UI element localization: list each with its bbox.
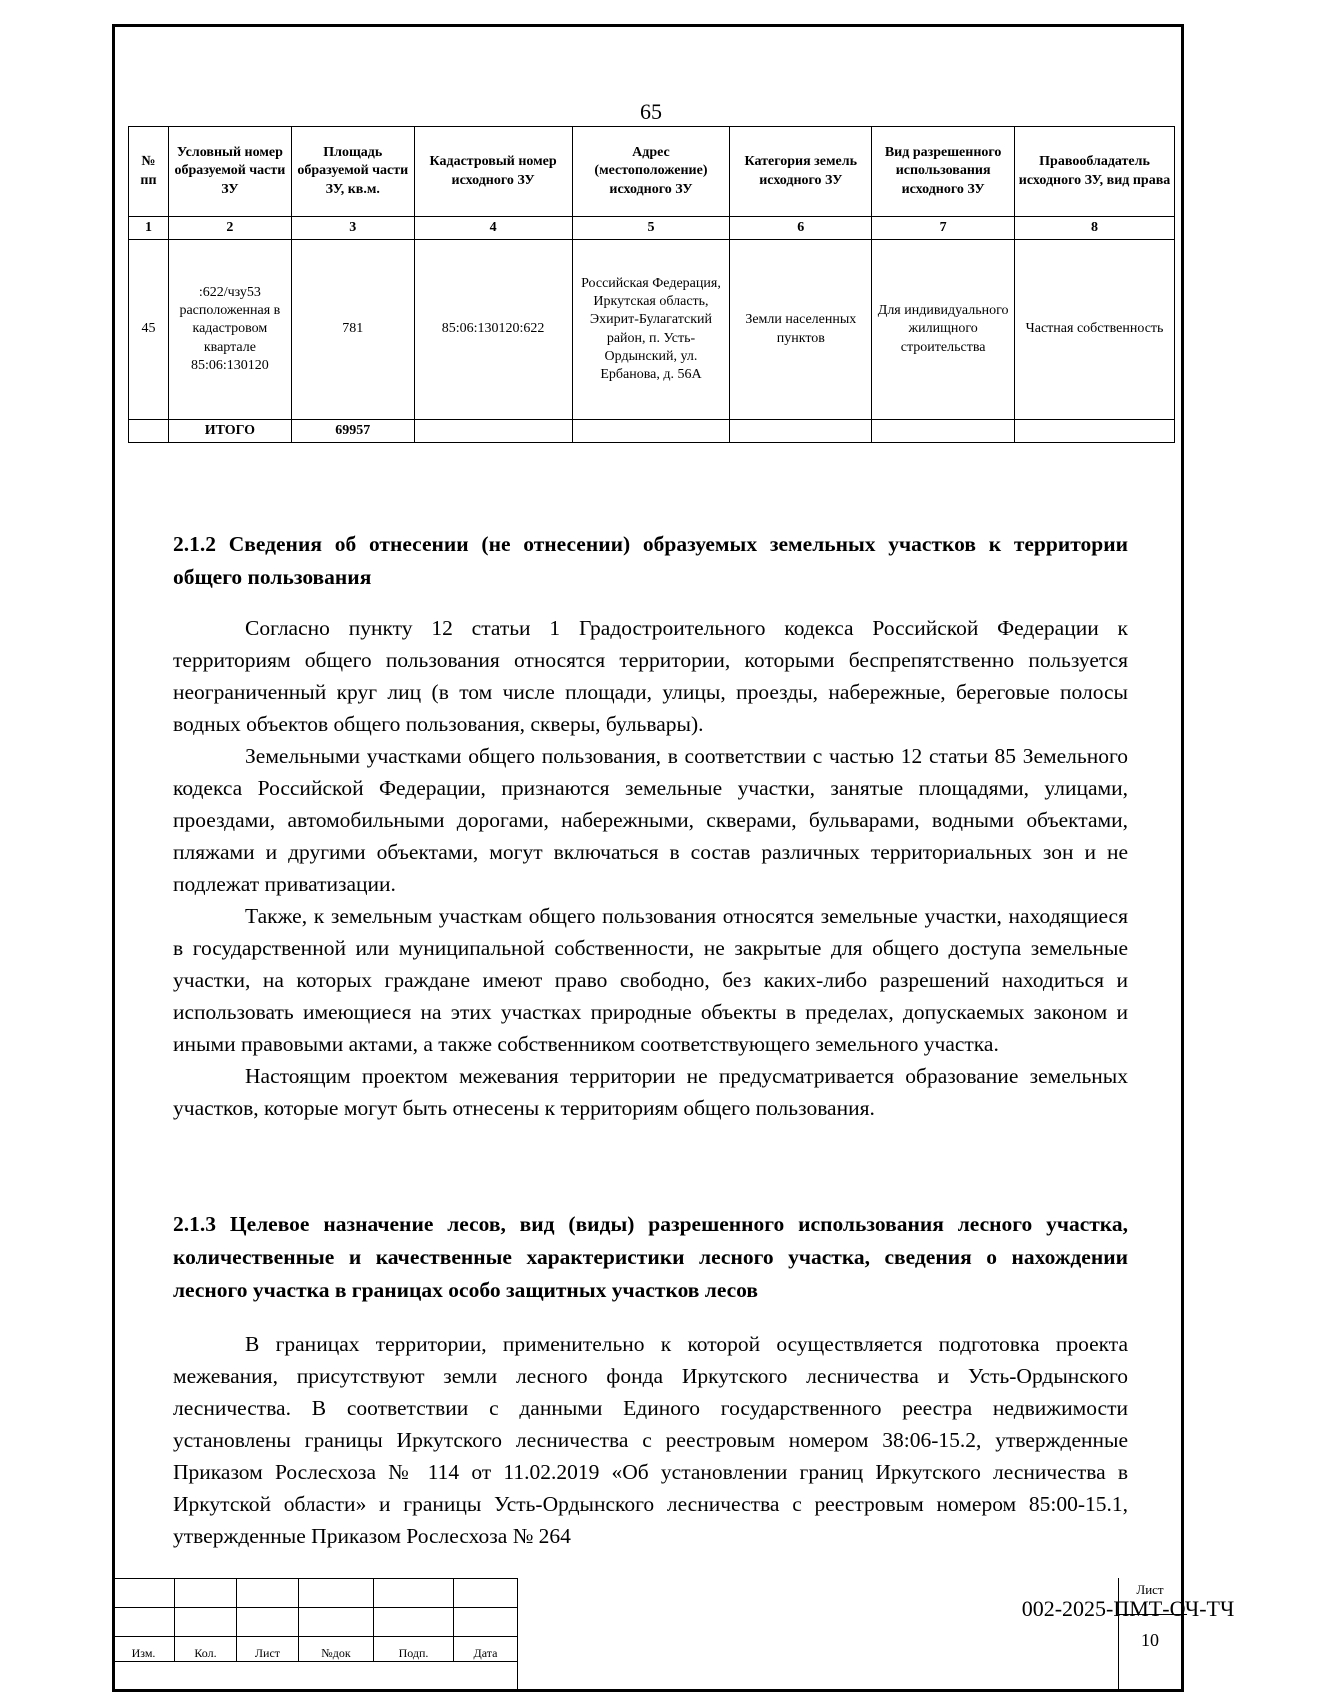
total-empty-cell <box>730 420 872 443</box>
stamp-label: Изм. <box>113 1637 175 1662</box>
permitted-use-cell: Для индивидуального жилищного строительства <box>872 240 1015 420</box>
header-cell: Правообладатель исходного ЗУ, вид права <box>1015 127 1175 217</box>
total-label: ИТОГО <box>168 420 291 443</box>
paragraph: Также, к земельным участкам общего пользования относятся земельные участки, находящиеся в государственной или муниципальной собственности, не закрытые для общего доступа земельные участки, на которых граждане имеют право свободно, без каких-либо разрешений находиться и использовать имеющиеся на этих участках природные объекты в пределах, допускаемых законом и иными правовыми актами, а также собственником соответствующего земельного участка. <box>173 904 1128 1056</box>
column-number-row <box>129 217 1175 240</box>
cadastral-number-cell: 85:06:130120:622 <box>414 240 572 420</box>
header-cell: Адрес (местоположение) исходного ЗУ <box>572 127 730 217</box>
stamp-label: Дата <box>454 1637 518 1662</box>
sheet-divider <box>1119 1614 1187 1615</box>
table-header-row <box>129 127 1175 217</box>
sheet-label: Лист <box>1136 1582 1164 1597</box>
section-heading-2-1-3: 2.1.3 Целевое назначение лесов, вид (виды) разрешенного использования лесного участка, количественные и качественные характеристики лесного участка, сведения о нахождении лесного участка в границах особо защитных участков лесов <box>173 1212 1128 1302</box>
column-number: 3 <box>291 217 414 240</box>
header-cell: Площадь образуемой части ЗУ, кв.м. <box>291 127 414 217</box>
address-cell: Российская Федерация, Иркутская область, Эхирит-Булагатский район, п. Усть-Ордынский, ул. Ербанова, д. 56А <box>572 240 730 420</box>
column-number: 6 <box>730 217 872 240</box>
column-number: 4 <box>414 217 572 240</box>
page-number: 65 <box>640 99 662 124</box>
sheet-number: 10 <box>1141 1630 1159 1650</box>
paragraph: В границах территории, применительно к которой осуществляется подготовка проекта межевания, присутствуют земли лесного фонда Иркутского лесничества и Усть-Ордынского лесничества. В соответствии с данными Единого государственного реестра недвижимости установлены границы Иркутского лесничества с реестровым номером 38:06-15.2, утвержденные Приказом Рослесхоза № 114 от 11.02.2019 «Об установлении границ Иркутского лесничества в Иркутской области» и границы Усть-Ордынского лесничества с реестровым номером 85:00-15.1, утвержденные Приказом Рослесхоза № 264 <box>173 1332 1128 1548</box>
table-row <box>129 240 1175 420</box>
land-category-cell: Земли населенных пунктов <box>730 240 872 420</box>
total-area: 69957 <box>291 420 414 443</box>
paragraph: Согласно пункту 12 статьи 1 Градостроительного кодекса Российской Федерации к территориям общего пользования относятся территории, которыми беспрепятственно пользуется неограниченный круг лиц (в том числе площади, улицы, проезды, набережные, береговые полосы водных объектов общего пользования, скверы, бульвары). <box>173 616 1128 736</box>
header-cell: Категория земель исходного ЗУ <box>730 127 872 217</box>
row-number: 45 <box>129 240 169 420</box>
document-code: 002-2025-ПМТ-ОЧ-ТЧ <box>1021 1596 1235 1621</box>
total-empty-cell <box>129 420 169 443</box>
part-number-cell: :622/чзу53 расположенная в кадастровом квартале 85:06:130120 <box>168 240 291 420</box>
paragraph: Настоящим проектом межевания территории не предусматривается образование земельных участков, которые могут быть отнесены к территориям общего пользования. <box>173 1064 1128 1120</box>
header-cell: Вид разрешенного использования исходного ЗУ <box>872 127 1015 217</box>
section-body-2-1-2 <box>173 612 1128 1124</box>
title-block-grid <box>112 1578 518 1662</box>
total-empty-cell <box>872 420 1015 443</box>
land-parcel-table <box>128 126 1175 443</box>
column-number: 7 <box>872 217 1015 240</box>
stamp-label: Подп. <box>374 1637 454 1662</box>
stamp-label: Кол. <box>175 1637 237 1662</box>
column-number: 5 <box>572 217 730 240</box>
header-cell: Кадастровый номер исходного ЗУ <box>414 127 572 217</box>
column-number: 1 <box>129 217 169 240</box>
owner-cell: Частная собственность <box>1015 240 1175 420</box>
header-cell: Условный номер образуемой части ЗУ <box>168 127 291 217</box>
total-empty-cell <box>1015 420 1175 443</box>
total-row <box>129 420 1175 443</box>
header-cell: № пп <box>129 127 169 217</box>
column-number: 2 <box>168 217 291 240</box>
total-empty-cell <box>572 420 730 443</box>
area-cell: 781 <box>291 240 414 420</box>
section-heading-2-1-2: 2.1.2 Сведения об отнесении (не отнесении) образуемых земельных участков к территории общего пользования <box>173 532 1128 589</box>
paragraph: Земельными участками общего пользования, в соответствии с частью 12 статьи 85 Земельного кодекса Российской Федерации, признаются земельные участки, занятые площадями, улицами, проездами, автомобильными дорогами, набережными, скверами, бульварами, водными объектами, пляжами и другими объектами, могут включаться в состав различных территориальных зон и не подлежат приватизации. <box>173 744 1128 896</box>
section-body-2-1-3 <box>173 1328 1128 1552</box>
stamp-label: Лист <box>237 1637 299 1662</box>
column-number: 8 <box>1015 217 1175 240</box>
total-empty-cell <box>414 420 572 443</box>
stamp-label: №док <box>299 1637 374 1662</box>
stamp-main-area <box>517 1578 1235 1689</box>
title-block <box>112 1578 1235 1692</box>
